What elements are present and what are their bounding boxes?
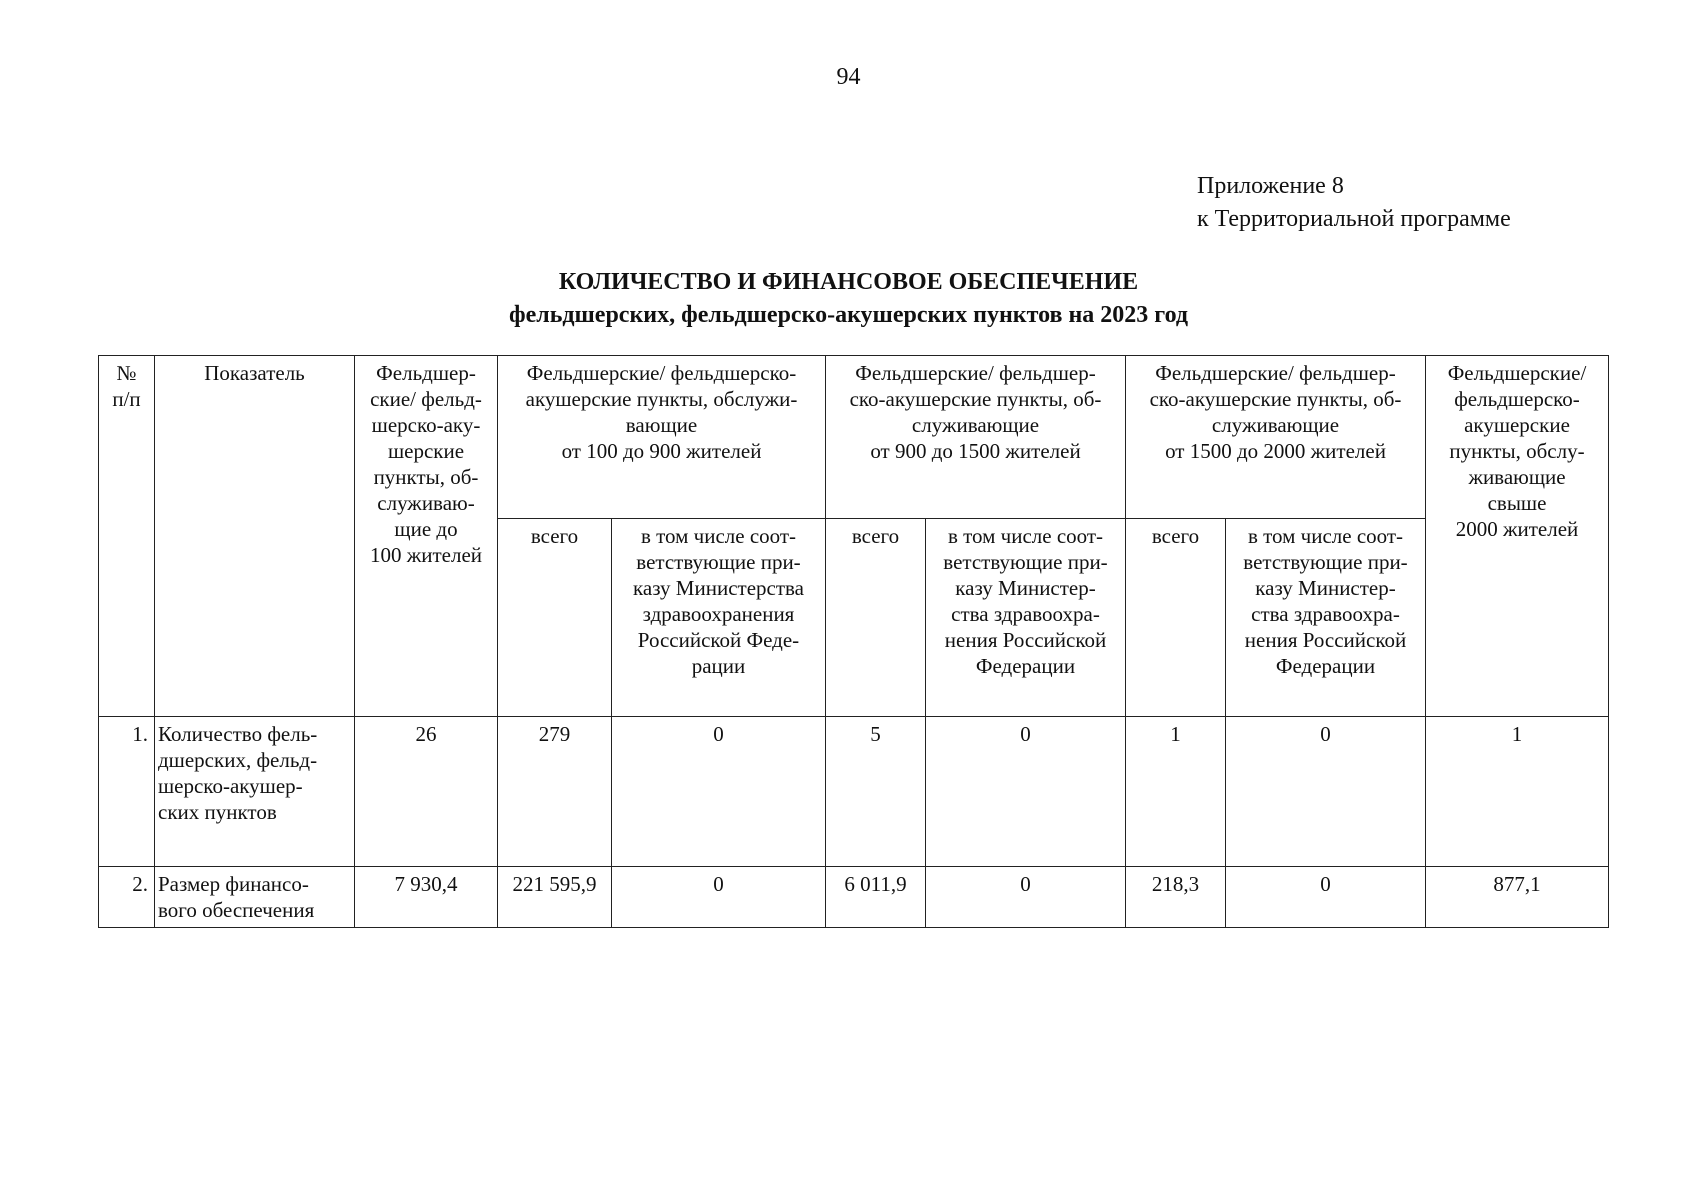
row-value: 5 — [826, 717, 926, 867]
row-value: 0 — [1226, 867, 1426, 928]
row-value: 0 — [1226, 717, 1426, 867]
header-num: № п/п — [99, 356, 155, 717]
row-value: 0 — [926, 867, 1126, 928]
title-line-1: КОЛИЧЕСТВО И ФИНАНСОВОЕ ОБЕСПЕЧЕНИЕ — [558, 269, 1139, 295]
row-value: 279 — [498, 717, 612, 867]
appendix-line-1: Приложение 8 — [1197, 173, 1344, 199]
row-num: 1. — [99, 717, 155, 867]
data-table — [98, 355, 1608, 925]
header-900-to-1500: Фельдшерские/ фельдшер- ско-акушерские пункты, об- служивающие от 900 до 1500 жителей — [826, 356, 1126, 519]
document-title — [0, 266, 1697, 332]
row-indicator: Размер финансо- вого обеспечения — [155, 867, 355, 928]
header-up-to-100: Фельдшер- ские/ фельд- шерско-аку- шерские пункты, об- служиваю- щие до 100 жителей — [355, 356, 498, 717]
row-value: 7 930,4 — [355, 867, 498, 928]
header-1500-to-2000: Фельдшерские/ фельдшер- ско-акушерские пункты, об- служивающие от 1500 до 2000 жителей — [1126, 356, 1426, 519]
row-value: 877,1 — [1426, 867, 1609, 928]
header-over-2000: Фельдшерские/ фельдшерско- акушерские пункты, обслу- живающие свыше 2000 жителей — [1426, 356, 1609, 717]
table-header-row — [99, 356, 1609, 519]
row-value: 218,3 — [1126, 867, 1226, 928]
subheader-total: всего — [826, 519, 926, 717]
row-value: 1 — [1426, 717, 1609, 867]
row-indicator: Количество фель- дшерских, фельд- шерско-акушер- ских пунктов — [155, 717, 355, 867]
row-value: 221 595,9 — [498, 867, 612, 928]
table-row — [99, 867, 1609, 928]
table-row — [99, 717, 1609, 867]
subheader-total: всего — [498, 519, 612, 717]
row-value: 6 011,9 — [826, 867, 926, 928]
title-line-2: фельдшерских, фельдшерско-акушерских пунктов на 2023 год — [508, 302, 1189, 328]
subheader-incl-order: в том числе соот- ветствующие при- казу Министер- ства здравоохра- нения Российской Федерации — [926, 519, 1126, 717]
row-value: 1 — [1126, 717, 1226, 867]
header-indicator: Показатель — [155, 356, 355, 717]
row-value: 0 — [612, 867, 826, 928]
row-num: 2. — [99, 867, 155, 928]
subheader-total: всего — [1126, 519, 1226, 717]
header-100-to-900: Фельдшерские/ фельдшерско- акушерские пункты, обслужи- вающие от 100 до 900 жителей — [498, 356, 826, 519]
page-number: 94 — [836, 64, 861, 90]
appendix-line-2: к Территориальной программе — [1197, 206, 1511, 232]
appendix-note — [1197, 170, 1511, 236]
row-value: 0 — [612, 717, 826, 867]
subheader-incl-order: в том числе соот- ветствующие при- казу Министер- ства здравоохра- нения Российской Федерации — [1226, 519, 1426, 717]
subheader-incl-order: в том числе соот- ветствующие при- казу Министерства здравоохранения Российской Феде- рации — [612, 519, 826, 717]
row-value: 0 — [926, 717, 1126, 867]
row-value: 26 — [355, 717, 498, 867]
